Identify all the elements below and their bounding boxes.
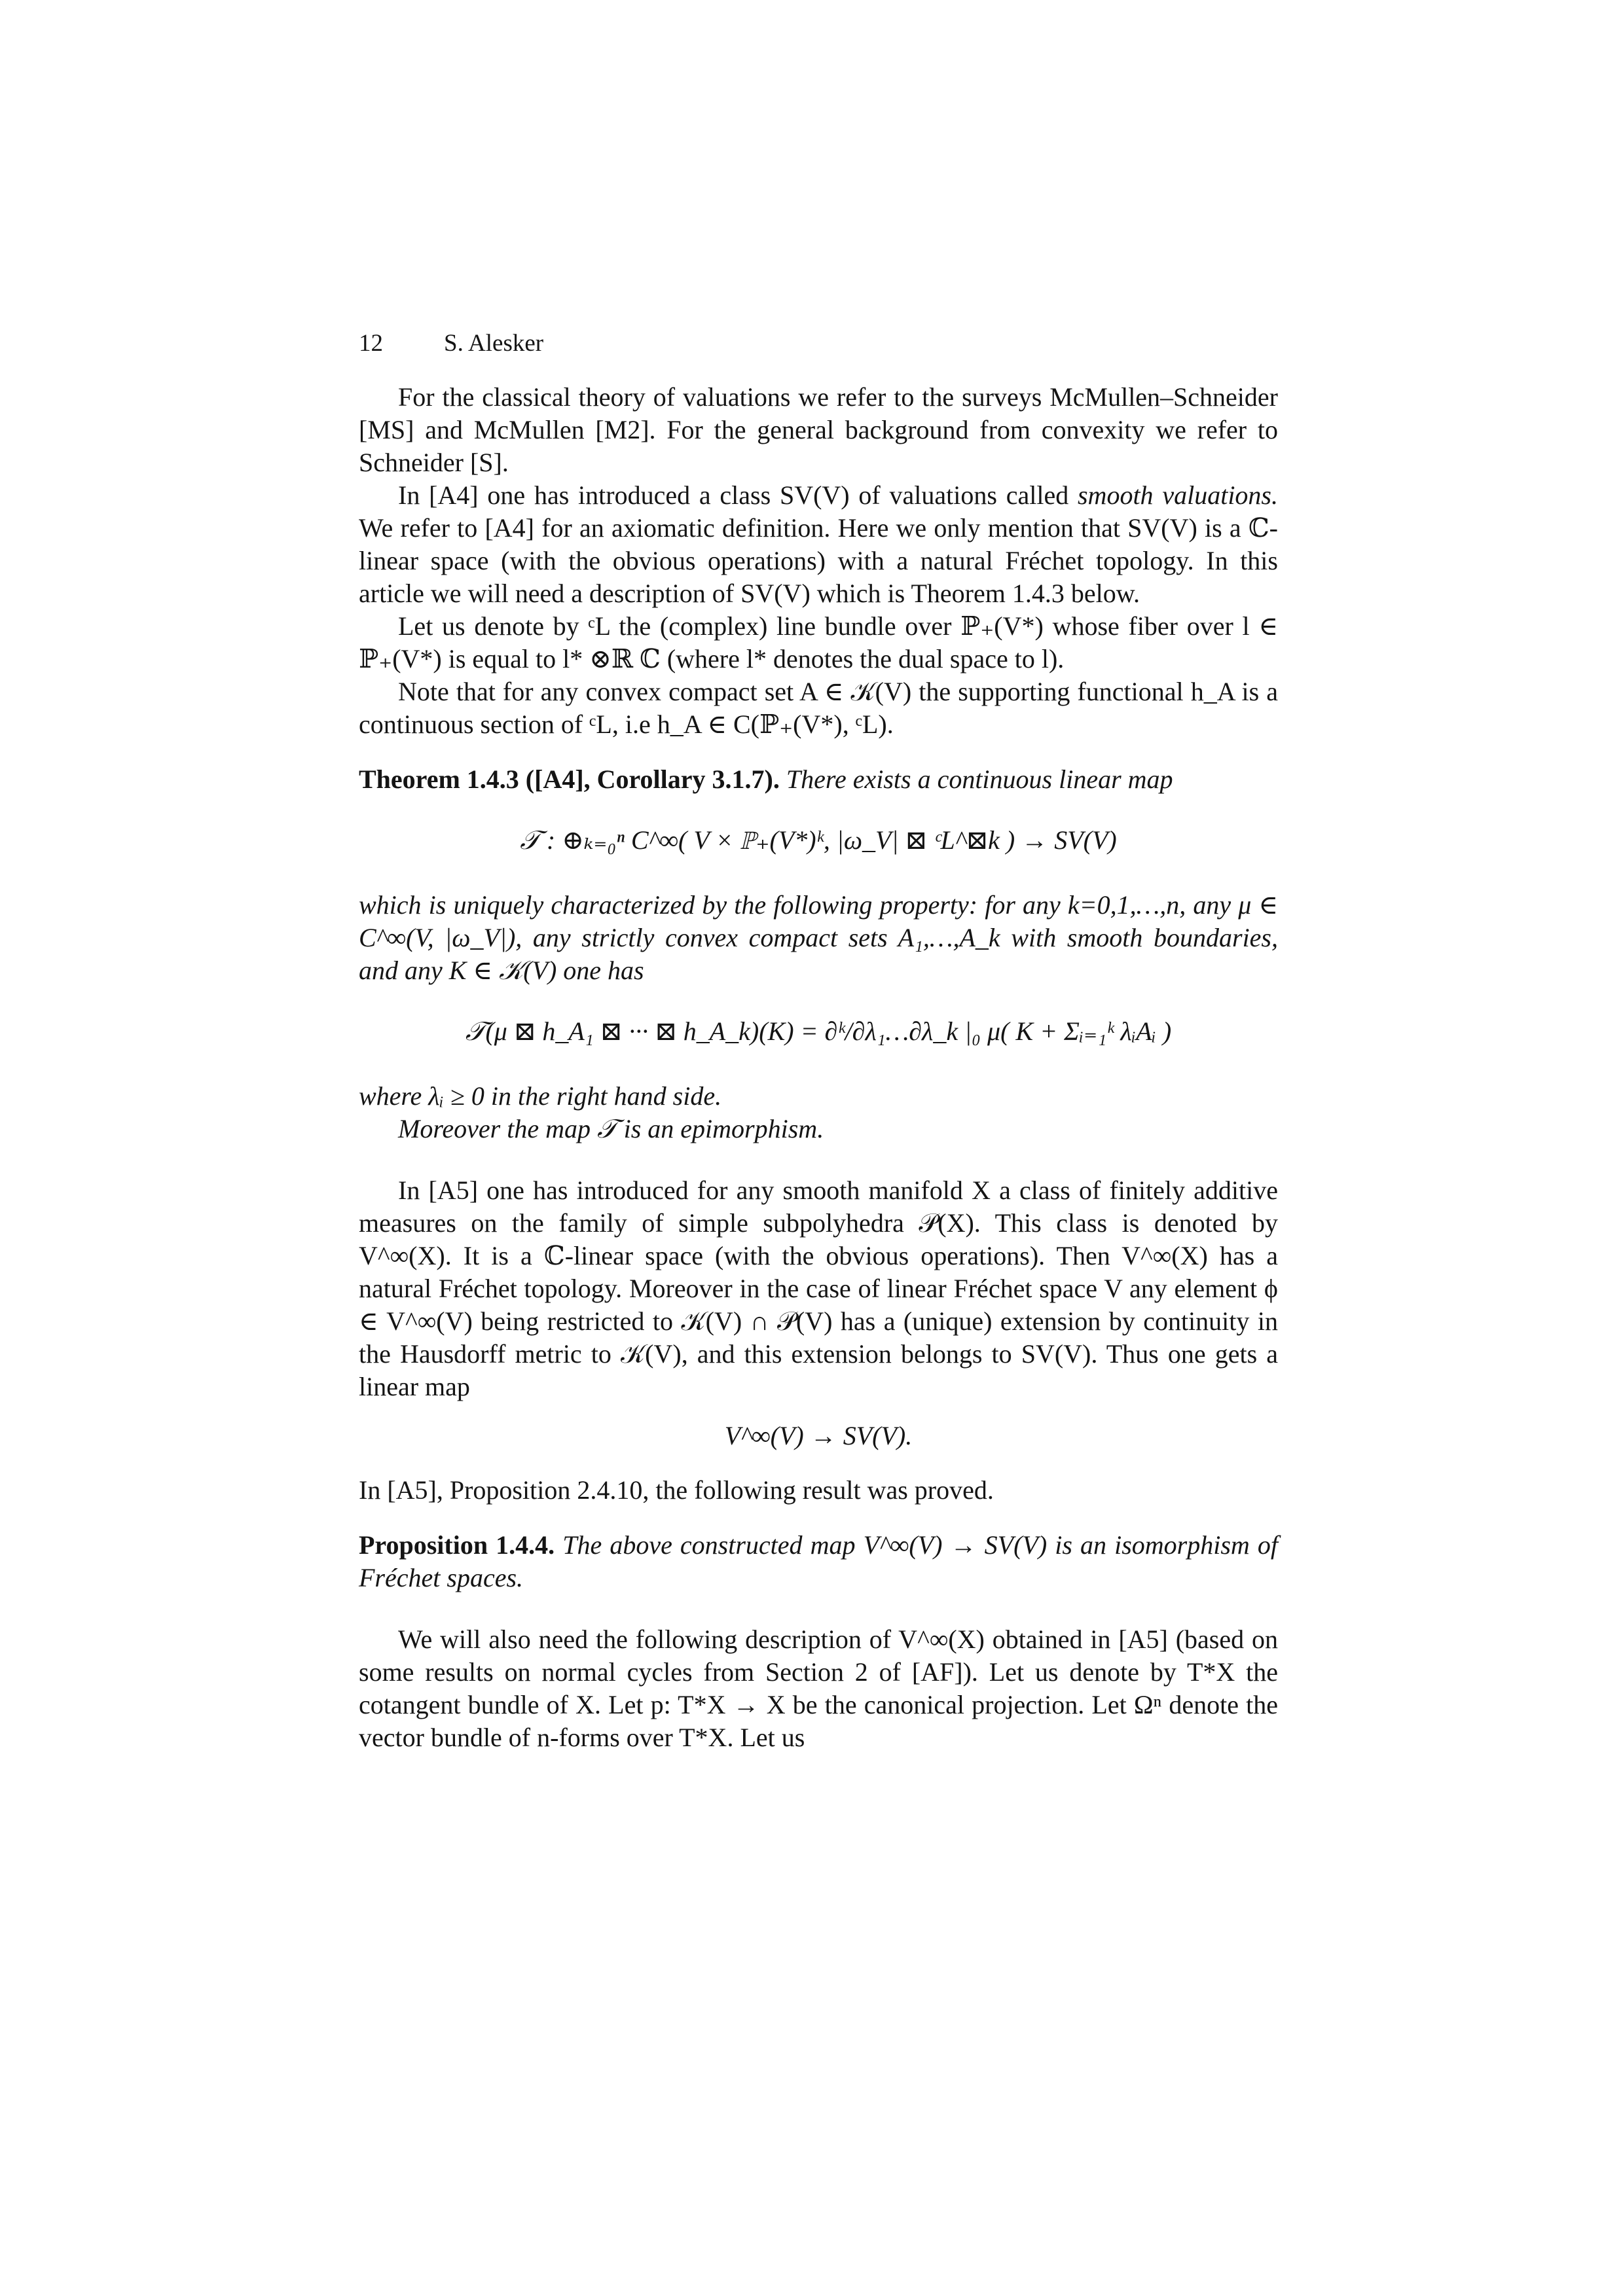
paragraph-supporting-functional: Note that for any convex compact set A ∈ 𝒦(V) the supporting functional h_A is a continuous section of ᶜL, i.e h_A ∈ C(ℙ₊(V*), ᶜL). [359, 677, 1278, 739]
theorem-1-4-3 [359, 763, 1278, 796]
paragraph-smooth-valuations [359, 479, 1278, 610]
theorem-condition: where λᵢ ≥ 0 in the right hand side. [359, 1081, 722, 1111]
theorem-heading: Theorem 1.4.3 ([A4], Corollary 3.1.7). [359, 764, 780, 794]
page-number: 12 [359, 330, 383, 357]
proposition-1-4-4 [359, 1529, 1278, 1594]
paragraph-line-bundle: Let us denote by ᶜL the (complex) line bundle over ℙ₊(V*) whose fiber over l ∈ ℙ₊(V*) is equal to l* ⊗ℝ ℂ (where l* denotes the dual space to l). [359, 611, 1278, 673]
proposition-statement: The above constructed map V^∞(V) → SV(V) is an isomorphism of Fréchet spaces. [359, 1530, 1278, 1592]
running-header [359, 327, 1278, 360]
para2-end: We refer to [A4] for an axiomatic definition. Here we only mention that SV(V) is a ℂ-linear space (with the obvious operations) with a natural Fréchet topology. In this article we will need a description of SV(V) which is Theorem 1.4.3 below. [359, 513, 1278, 608]
paragraph-classical-theory: For the classical theory of valuations we refer to the surveys McMullen–Schneider [MS] and McMullen [M2]. For the general background from convexity we refer to Schneider [S]. [359, 382, 1278, 477]
theorem-property: which is uniquely characterized by the following property: for any k=0,1,…,n, any μ ∈ C^∞(V, |ω_V|), any strictly convex compact sets A₁,…,A_k with smooth boundaries, and any K ∈ 𝒦(V) one has [359, 890, 1278, 985]
formula-T-characterization: 𝒯(μ ⊠ h_A₁ ⊠ ··· ⊠ h_A_k)(K) = ∂ᵏ/∂λ₁…∂λ_k |₀ μ( K + Σᵢ₌₁ᵏ λᵢAᵢ ) [465, 1016, 1172, 1046]
theorem-epimorphism: Moreover the map 𝒯 is an epimorphism. [398, 1114, 824, 1143]
paragraph-finitely-additive-measures: In [A5] one has introduced for any smooth manifold X a class of finitely additive measures on the family of simple subpolyhedra 𝒫(X). This class is denoted by V^∞(X). It is a ℂ-linear space (with the obvious operations). Then V^∞(X) has a natural Fréchet topology. Moreover in the case of linear Fréchet space V any element ϕ ∈ V^∞(V) being restricted to 𝒦(V) ∩ 𝒫(V) has a (unique) extension by continuity in the Hausdorff metric to 𝒦(V), and this extension belongs to SV(V). Thus one gets a linear map [359, 1175, 1278, 1401]
para2-start: In [A4] one has introduced a class SV(V) of valuations called [398, 480, 1078, 510]
theorem-statement: There exists a continuous linear map [779, 764, 1173, 794]
proposition-heading: Proposition 1.4.4. [359, 1530, 555, 1560]
formula-map-T: 𝒯 : ⊕ₖ₌₀ⁿ C^∞( V × ℙ₊(V*)ᵏ, |ω_V| ⊠ ᶜL^⊠k ) → SV(V) [520, 825, 1117, 855]
author-name: S. Alesker [444, 330, 544, 357]
page-body [359, 327, 1278, 1754]
paragraph-normal-cycles: We will also need the following description of V^∞(X) obtained in [A5] (based on some results on normal cycles from Section 2 of [AF]). Let us denote by T*X the cotangent bundle of X. Let p: T*X → X be the canonical projection. Let Ωⁿ denote the vector bundle of n-forms over T*X. Let us [359, 1624, 1278, 1752]
smooth-valuations-term: smooth valuations. [1077, 480, 1278, 510]
paragraph-result-proved: In [A5], Proposition 2.4.10, the following result was proved. [359, 1475, 994, 1505]
formula-linear-map: V^∞(V) → SV(V). [724, 1421, 913, 1450]
